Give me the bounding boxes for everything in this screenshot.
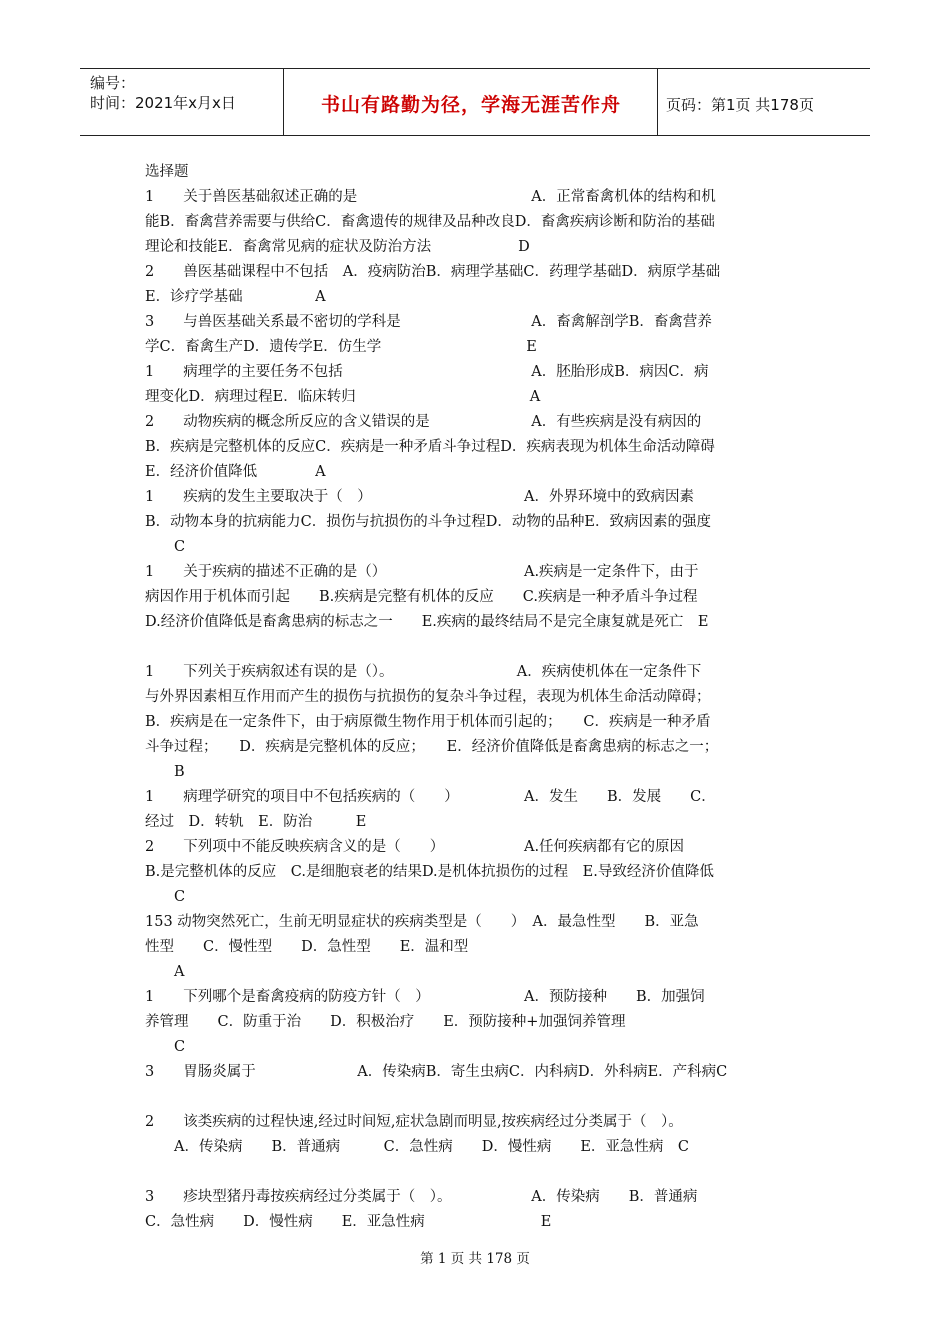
text-line: 与外界因素相互作用而产生的损伤与抗损伤的复杂斗争过程，表现为机体生命活动障碍； xyxy=(145,689,711,705)
text-line: 1 疾病的发生主要取决于（ ） A．外界环境中的致病因素 xyxy=(145,489,694,505)
text-line: 理变化D．病理过程E．临床转归 A xyxy=(145,389,541,405)
header-divider-left xyxy=(283,68,284,135)
text-line: 3 胃肠炎属于 A．传染病B．寄生虫病C．内科病D．外科病E．产科病C xyxy=(145,1064,728,1080)
text-line: 养管理 C．防重于治 D．积极治疗 E．预防接种+加强饲养管理 xyxy=(145,1014,626,1030)
text-line: 2 兽医基础课程中不包括 A．疫病防治B．病理学基础C．药理学基础D．病原学基础 xyxy=(145,264,721,280)
text-line: 病因作用于机体而引起 B.疾病是完整有机体的反应 C.疾病是一种矛盾斗争过程 xyxy=(145,589,698,605)
header-divider-right xyxy=(657,68,658,135)
text-line: E．经济价值降低 A xyxy=(145,464,326,480)
text-line: 性型 C．慢性型 D．急性型 E．温和型 xyxy=(145,939,469,955)
document-number-label: 编号： xyxy=(90,74,136,92)
text-line: B．动物本身的抗病能力C．损伤与抗损伤的斗争过程D．动物的品种E．致病因素的强度 xyxy=(145,514,711,530)
header-top-rule xyxy=(80,68,870,69)
text-line: 学C．畜禽生产D．遗传学E．仿生学 E xyxy=(145,339,537,355)
text-line: 2 该类疾病的过程快速,经过时间短,症状急剧而明显,按疾病经过分类属于（ ）。 xyxy=(145,1114,683,1130)
text-line: D.经济价值降低是畜禽患病的标志之一 E.疾病的最终结局不是完全康复就是死亡 E xyxy=(145,614,709,630)
text-line: E．诊疗学基础 A xyxy=(145,289,326,305)
page-footer: 第 1 页 共 178 页 xyxy=(420,1251,530,1267)
text-line: 经过 D．转轨 E．防治 E xyxy=(145,814,367,830)
text-line: 3 疹块型猪丹毒按疾病经过分类属于（ ）。 A．传染病 B．普通病 xyxy=(145,1189,698,1205)
text-line: 2 动物疾病的概念所反应的含义错误的是 A．有些疾病是没有病因的 xyxy=(145,414,702,430)
document-time-label: 时间：2021年x月x日 xyxy=(90,94,236,112)
text-line: 153 动物突然死亡，生前无明显症状的疾病类型是（ ） A．最急性型 B．亚急 xyxy=(145,914,699,930)
text-line: 1 关于兽医基础叙述正确的是 A．正常畜禽机体的结构和机 xyxy=(145,189,716,205)
text-line: B．疾病是在一定条件下，由于病原微生物作用于机体而引起的； C．疾病是一种矛盾 xyxy=(145,714,711,730)
text-line: 斗争过程； D．疾病是完整机体的反应； E．经济价值降低是畜禽患病的标志之一； xyxy=(145,739,719,755)
text-line: C xyxy=(145,539,186,555)
text-line: 理论和技能E．畜禽常见病的症状及防治方法 D xyxy=(145,239,530,255)
text-line: C xyxy=(145,889,186,905)
text-line: 3 与兽医基础关系最不密切的学科是 A．畜禽解剖学B．畜禽营养 xyxy=(145,314,712,330)
text-line: C xyxy=(145,1039,186,1055)
header-bottom-rule xyxy=(80,135,870,136)
text-line: A xyxy=(145,964,185,980)
text-line: 1 关于疾病的描述不正确的是（） A.疾病是一定条件下，由于 xyxy=(145,564,699,580)
header-motto: 书山有路勤为径，学海无涯苦作舟 xyxy=(320,94,621,116)
text-line: 1 下列哪个是畜禽疫病的防疫方针（ ） A．预防接种 B．加强饲 xyxy=(145,989,705,1005)
text-line: A．传染病 B．普通病 C．急性病 D．慢性病 E．亚急性病 C xyxy=(145,1139,690,1155)
text-line: B．疾病是完整机体的反应C．疾病是一种矛盾斗争过程D．疾病表现为机体生命活动障碍 xyxy=(145,439,715,455)
text-line: 1 病理学研究的项目中不包括疾病的（ ） A．发生 B．发展 C． xyxy=(145,789,716,805)
text-line: 选择题 xyxy=(145,164,189,180)
text-line: B.是完整机体的反应 C.是细胞衰老的结果D.是机体抗损伤的过程 E.导致经济价值降低 xyxy=(145,864,714,880)
text-line: 1 下列关于疾病叙述有误的是（）。 A．疾病使机体在一定条件下 xyxy=(145,664,702,680)
text-line: B xyxy=(145,764,185,780)
text-line: 1 病理学的主要任务不包括 A．胚胎形成B．病因C．病 xyxy=(145,364,709,380)
text-line: 2 下列项中不能反映疾病含义的是（ ） A.任何疾病都有它的原因 xyxy=(145,839,685,855)
text-line: C．急性病 D．慢性病 E．亚急性病 E xyxy=(145,1214,552,1230)
page-number-label: 页码：第1页 共178页 xyxy=(666,96,814,114)
text-line: 能B．畜禽营养需要与供给C．畜禽遗传的规律及品种改良D．畜禽疾病诊断和防治的基础 xyxy=(145,214,715,230)
